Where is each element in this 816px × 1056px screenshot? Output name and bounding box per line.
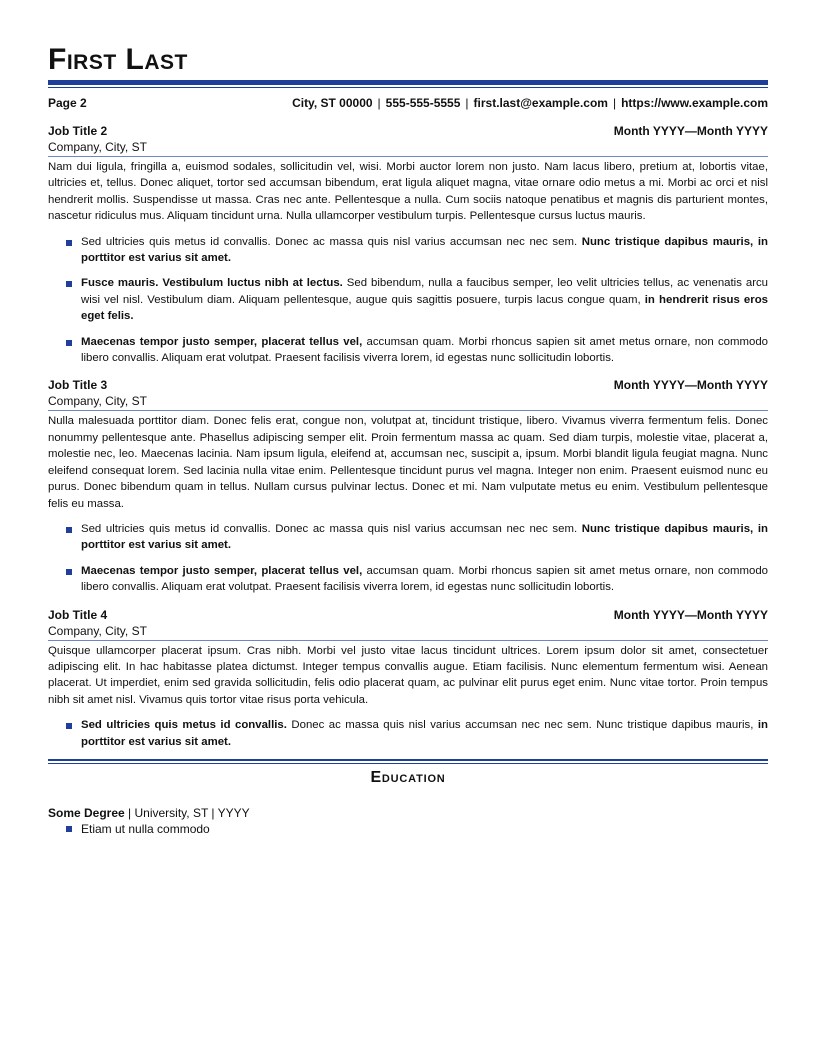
square-bullet-icon [66, 240, 72, 246]
job-description: Nam dui ligula, fringilla a, euismod sodales, sollicitudin vel, wisi. Morbi auctor lorem non justo. Nam lacus libero, pretium at, lobortis vitae, ultricies et, tellus. Donec aliquet, tortor sed accumsan bibendum, erat ligula aliquet magna, vitae ornare odio metus a mi. Morbi ac orci et nisl hendrerit mollis. Suspendisse ut massa. Cras nec ante. Pellentesque a nulla. Cum sociis natoque penatibus et magnis dis parturient montes, nascetur ridiculus mus. Aliquam tincidunt urna. Nulla ullamcorper vestibulum turpis. Pellentesque cursus luctus mauris. [48, 161, 768, 223]
square-bullet-icon [66, 527, 72, 533]
job-company: Company, City, ST [48, 623, 147, 638]
job-description: Quisque ullamcorper placerat ipsum. Cras nibh. Morbi vel justo vitae lacus tincidunt ultrices. Lorem ipsum dolor sit amet, consectetuer adipiscing elit. In hac habitasse platea dictumst. Integer tempus convallis augue. Etiam facilisis. Nunc elementum fermentum wisi. Aenean placerat. Ut imperdiet, enim sed gravida sollicitudin, felis odio placerat quam, ac pulvinar elit purus eget enim. Nunc vitae tortor. Proin tempus nibh sit amet nisl. Vivamus quis tortor vitae risus porta vehicula. [48, 644, 768, 706]
job-dates: Month YYYY—Month YYYY [613, 124, 768, 138]
bullet-bold-lead: Sed ultricies quis metus id convallis. [81, 719, 287, 732]
square-bullet-icon [66, 826, 72, 832]
job-header [48, 124, 768, 139]
job-header [48, 608, 768, 623]
resume-page [48, 0, 768, 837]
job-entry [48, 378, 768, 595]
contact-city: City, ST 00000 [292, 96, 373, 110]
list-item [81, 334, 768, 367]
degree-details: | University, ST | YYYY [128, 805, 250, 820]
education-divider [48, 759, 768, 764]
bullet-text: accumsan quam. Morbi rhoncus sapien sit amet metus ornare, non commodo libero convallis. Aliquam erat volutpat. Praesent facilisis viverra lorem, id egestas nunc sollicitudin lobortis. [81, 564, 768, 594]
square-bullet-icon [66, 723, 72, 729]
job-divider [48, 410, 768, 411]
square-bullet-icon [66, 569, 72, 575]
list-item [81, 821, 768, 837]
candidate-name: First Last [48, 43, 188, 76]
job-bullets [48, 521, 768, 596]
job-title: Job Title 3 [48, 378, 108, 393]
job-company: Company, City, ST [48, 140, 147, 154]
list-item [81, 521, 768, 554]
separator: | [465, 96, 469, 110]
list-item [81, 717, 768, 750]
contact-phone[interactable]: 555-555-5555 [385, 96, 461, 110]
contact-info [292, 96, 768, 110]
bullet-text: Donec ac massa quis nisl varius accumsan nec nec sem. Nunc tristique dapibus mauris, [286, 719, 758, 732]
bullet-bold-tail: Nunc tristique dapibus mauris, in porttitor est varius sit amet. [81, 235, 768, 265]
job-bullets [48, 234, 768, 367]
education-bullet-text: Etiam ut nulla commodo [81, 821, 210, 836]
bullet-text: Sed ultricies quis metus id convallis. Donec ac massa quis nisl varius accumsan nec nec sem. [81, 235, 582, 248]
bullet-bold-lead: Fusce mauris. Vestibulum luctus nibh at lectus. [81, 277, 343, 290]
job-divider [48, 156, 768, 157]
experience-list [48, 124, 768, 750]
bullet-text: accumsan quam. Morbi rhoncus sapien sit amet metus ornare, non commodo libero convallis. Aliquam erat volutpat. Praesent facilisis viverra lorem, id egestas nunc sollicitudin lobortis. [81, 335, 768, 365]
job-dates: Month YYYY—Month YYYY [613, 378, 768, 393]
job-title: Job Title 4 [48, 607, 108, 622]
job-entry [48, 124, 768, 366]
bullet-bold-tail: in porttitor est varius sit amet. [81, 719, 768, 748]
job-divider [48, 640, 768, 641]
education-section-title: Education [370, 768, 446, 786]
bullet-bold-lead: Maecenas tempor justo semper, placerat tellus vel, [81, 564, 363, 577]
contact-website[interactable]: https://www.example.com [621, 96, 768, 110]
degree-entry [48, 806, 768, 821]
contact-row [48, 96, 768, 112]
bullet-bold-tail: in hendrerit risus eros eget felis. [81, 293, 768, 323]
square-bullet-icon [66, 340, 72, 346]
separator: | [377, 96, 381, 110]
square-bullet-icon [66, 281, 72, 287]
list-item [81, 275, 768, 324]
contact-email[interactable]: first.last@example.com [473, 96, 608, 110]
job-company: Company, City, ST [48, 394, 147, 409]
bullet-bold-lead: Maecenas tempor justo semper, placerat tellus vel, [81, 335, 363, 348]
separator: | [612, 96, 617, 110]
job-dates: Month YYYY—Month YYYY [613, 607, 768, 622]
list-item [81, 563, 768, 596]
bullet-text: Sed ultricies quis metus id convallis. Donec ac massa quis nisl varius accumsan nec nec sem. [81, 522, 582, 535]
job-entry [48, 608, 768, 750]
education-bullets [48, 821, 768, 837]
degree-name: Some Degree [48, 805, 125, 820]
job-description: Nulla malesuada porttitor diam. Donec felis erat, congue non, volutpat at, tincidunt tristique, libero. Vivamus viverra fermentum felis. Donec nonummy pellentesque ante. Phasellus adipiscing semper elit. Proin fermentum massa ac quam. Sed diam turpis, molestie vitae, placerat a, molestie nec, leo. Maecenas lacinia. Nam ipsum ligula, eleifend at, accumsan nec, suscipit a, ipsum. Morbi blandit ligula feugiat magna. Nunc eleifend consequat lorem. Sed lacinia nulla vitae enim. Pellentesque tincidunt purus vel magna. Integer non enim. Praesent euismod nunc eu purus. Donec bibendum quam in tellus. Nullam cursus pulvinar lectus. Donec et mi. Nam vulputate metus eu enim. Vestibulum pellentesque felis eu massa. [48, 415, 768, 510]
bullet-text: Sed bibendum, nulla a faucibus semper, leo velit ultricies tellus, ac venenatis arcu wisi vel nisl. Vestibulum diam. Aliquam pellentesque, augue quis sagittis posuere, turpis lacus congue quam, [81, 277, 769, 306]
list-item [81, 234, 768, 267]
job-bullets [48, 717, 768, 750]
job-title: Job Title 2 [48, 124, 108, 138]
page-label: Page 2 [48, 96, 87, 110]
job-header [48, 378, 768, 393]
bullet-bold-tail: Nunc tristique dapibus mauris, in porttitor est varius sit amet. [81, 522, 768, 552]
name-divider [48, 80, 768, 89]
